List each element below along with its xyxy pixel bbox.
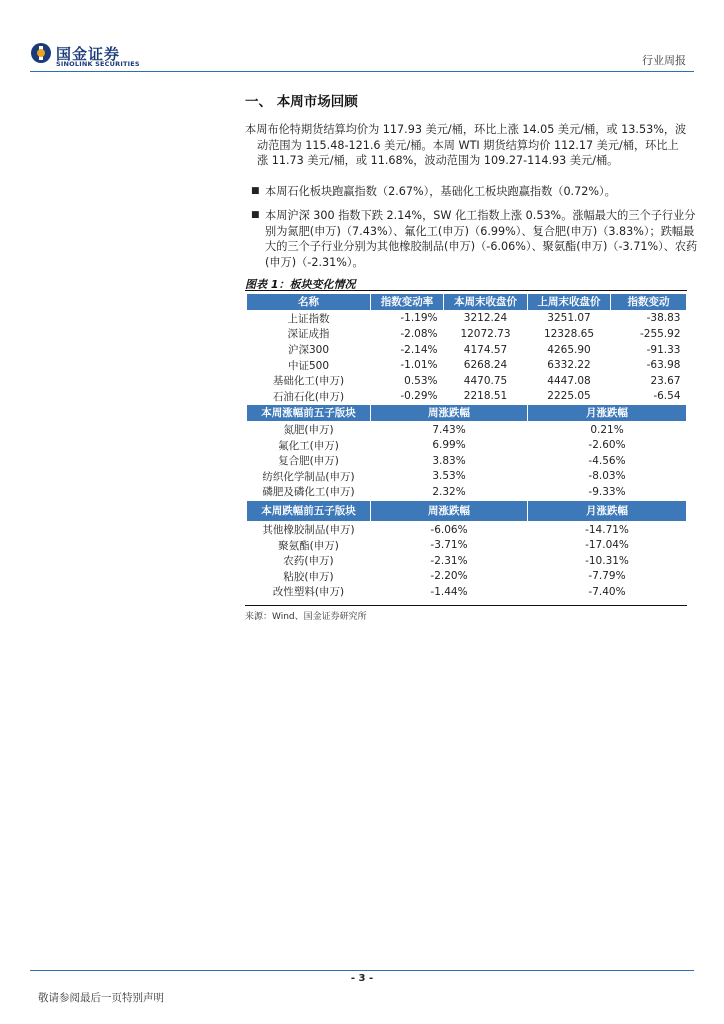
table-header-row [247,294,687,311]
cell-weekly: 2.32% [432,485,466,498]
gainers-header-monthly: 月涨跌幅 [528,405,687,422]
cell-name: 改性塑料(申万) [272,586,345,599]
cell-weekly: -2.20% [430,570,468,583]
losers-header-row [247,500,687,521]
cell-monthly: -8.03% [588,470,626,483]
logo-text-cn: 国金证券 [56,45,121,63]
table-row [247,569,687,585]
header-cell: 名称 [247,294,371,311]
gainers-header-row [247,405,687,422]
footer-divider [30,970,694,971]
page-number: - 3 - [350,973,374,984]
cell-name: 中证500 [287,359,330,372]
cell-change-rate: -1.01% [400,359,438,372]
cell-change: -63.98 [646,359,681,372]
report-type: 行业周报 [642,54,686,67]
table-row [247,469,687,485]
table-row [247,326,687,342]
cell-weekly: -2.31% [430,554,468,567]
cell-monthly: -7.40% [588,585,626,598]
cell-name: 纺织化学制品(申万) [262,470,355,483]
bullet-index-summary: ■ 本周沪深 300 指数下跌 2.14%，SW 化工指数上涨 0.53%。涨幅最大的三个子行业分别为氮肥(申万)（7.43%）、氟化工(申万)（6.99%）、复合肥(申万)（3.83%）；跌幅最大的三个子行业分别为其他橡胶制品(申万)（-6.06%）、聚氨酯(申万)（-3.71%）、农药(申万)（-2.31%）。 [251,208,701,270]
cell-weekly: 7.43% [432,423,466,436]
cell-name: 聚氨酯(申万) [278,539,339,552]
table-row [247,484,687,500]
cell-change: -38.83 [646,312,681,325]
table-row [247,521,687,537]
cell-name: 深证成指 [287,328,330,341]
cell-monthly: -4.56% [588,454,626,467]
cell-name: 氟化工(申万) [278,439,339,452]
section-title: 一、 本周市场回顾 [245,94,358,110]
losers-header-name: 本周跌幅前五子版块 [247,500,371,521]
cell-name: 上证指数 [287,312,330,325]
cell-change-rate: 0.53% [404,374,438,387]
cell-close-last-week: 3251.07 [547,312,591,325]
table-row [247,389,687,405]
gainers-header-weekly: 周涨跌幅 [371,405,528,422]
cell-monthly: -14.71% [585,523,629,536]
cell-monthly: -2.60% [588,439,626,452]
figure-top-rule [245,290,687,291]
cell-name: 氮肥(申万) [283,424,334,437]
oil-price-text: 本周布伦特期货结算均价为 117.93 美元/桶，环比上涨 14.05 美元/桶，或 13.53%，波动范围为 115.48-121.6 美元/桶。本周 WTI 期货结算均价 112.17 美元/桶，环比上涨 11.73 美元/桶，或 11.68%，波动范围为 109.27-114.93 美元/桶。 [245,123,687,167]
cell-change-rate: -2.14% [400,343,438,356]
table-row [247,421,687,437]
cell-change-rate: -1.19% [400,312,438,325]
cell-close-this-week: 2218.51 [463,390,508,403]
table-row [247,553,687,569]
cell-change-rate: -0.29% [400,390,438,403]
cell-close-last-week: 12328.65 [543,327,595,340]
cell-monthly: -7.79% [588,570,626,583]
cell-name: 基础化工(申万) [272,375,345,388]
cell-close-this-week: 12072.73 [460,327,511,340]
cell-name: 石油石化(申万) [272,390,345,403]
cell-name: 复合肥(申万) [278,455,339,468]
figure-title: 图表 1：板块变化情况 [245,278,356,291]
cell-close-last-week: 4265.90 [547,343,591,356]
cell-close-this-week: 6268.24 [463,359,508,372]
cell-name: 其他橡胶制品(申万) [262,524,355,537]
table-row [247,310,687,326]
cell-weekly: -6.06% [430,523,468,536]
cell-weekly: 6.99% [432,439,466,452]
cell-change: -255.92 [639,327,681,340]
logo-mark-icon [30,42,52,64]
table-row [247,437,687,453]
cell-monthly: -9.33% [588,485,626,498]
cell-name: 沪深300 [287,344,330,357]
header-cell: 上周末收盘价 [528,294,611,311]
cell-monthly: 0.21% [590,423,624,436]
cell-close-this-week: 3212.24 [463,312,508,325]
cell-weekly: 3.83% [432,454,466,467]
header-divider [30,71,694,72]
table-row [247,357,687,373]
cell-monthly: -10.31% [585,554,629,567]
cell-close-last-week: 4447.08 [547,374,591,387]
cell-weekly: -1.44% [430,585,468,598]
table-row [247,453,687,469]
losers-header-monthly: 月涨跌幅 [528,500,687,521]
figure-source: 来源：Wind、国金证券研究所 [245,612,367,622]
cell-close-last-week: 6332.22 [547,359,591,372]
cell-name: 磷肥及磷化工(申万) [262,486,355,499]
gainers-header-name: 本周涨幅前五子版块 [247,405,371,422]
cell-close-last-week: 2225.05 [547,390,591,403]
losers-header-weekly: 周涨跌幅 [371,500,528,521]
table-row [247,584,687,600]
oil-price-paragraph [245,122,687,169]
cell-weekly: 3.53% [432,470,466,483]
cell-close-this-week: 4174.57 [463,343,508,356]
cell-change: 23.67 [650,374,681,387]
footer-disclaimer: 敬请参阅最后一页特别声明 [38,992,164,1004]
cell-name: 农药(申万) [283,555,334,568]
figure-bottom-rule [245,605,687,606]
cell-monthly: -17.04% [585,539,629,552]
logo-text-en: SINOLINK SECURITIES [56,60,140,68]
cell-change-rate: -2.08% [400,327,438,340]
table-row [247,537,687,553]
bullet-sector-performance: ■ 本周石化板块跑赢指数（2.67%），基础化工板块跑赢指数（0.72%）。 [251,184,701,200]
header-cell: 本周末收盘价 [444,294,528,311]
table-row [247,342,687,358]
header-cell: 指数变动 [611,294,687,311]
cell-name: 粘胶(申万) [283,570,334,583]
cell-change: -6.54 [653,390,681,403]
cell-change: -91.33 [646,343,681,356]
company-logo [30,42,170,70]
header-cell: 指数变动率 [371,294,444,311]
cell-close-this-week: 4470.75 [463,374,508,387]
cell-weekly: -3.71% [430,539,468,552]
table-row [247,373,687,389]
sector-change-table [246,293,687,600]
